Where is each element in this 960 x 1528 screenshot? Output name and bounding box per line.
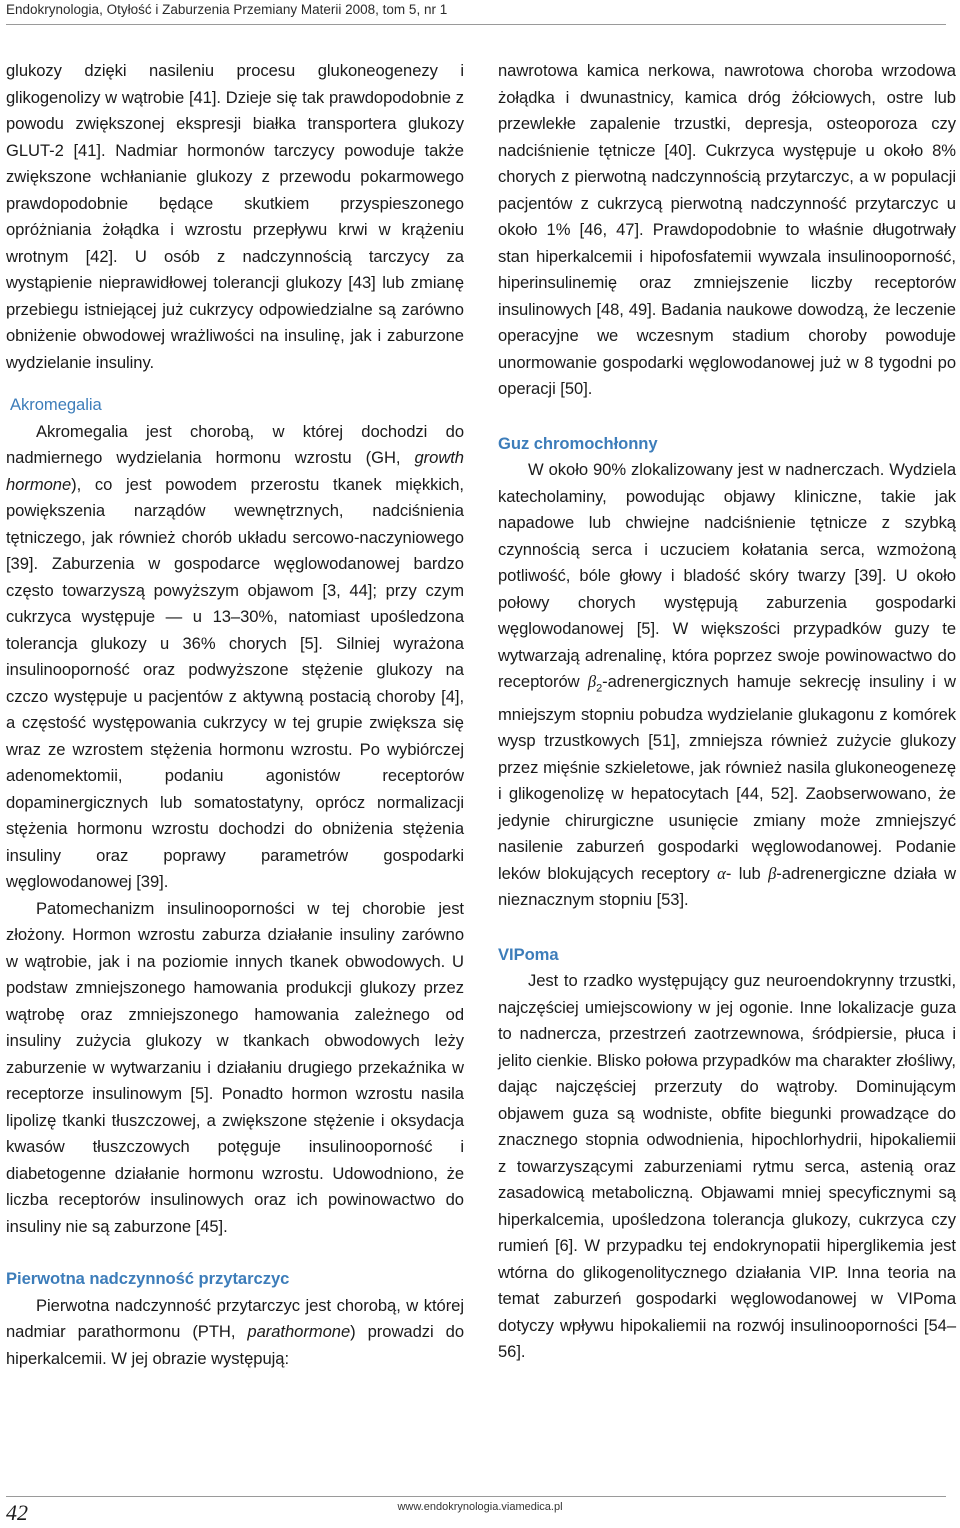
paragraph: Akromegalia jest chorobą, w której dochodzi do nadmiernego wydzielania hormonu wzrostu (GH, growth hormone), co jest powodem przerostu tkanek miękkich, powiększenia narządów wewnętrznych, nadciśnienia tętniczego, jak również chorób układu sercowo-naczyniowego [39]. Zaburzenia w gospodarce węglowodanowej bardzo często towarzyszą powyższym objawom [3, 44]; przy czym cukrzyca występuje — u 13–30%, natomiast upośledzona tolerancja glukozy u 36% chorych [5]. Silniej wyrażona insulinooporność oraz podwyższone stężenie glukozy na czczo występuje u pacjentów z aktywną postacią choroby [4], a częstość występowania cukrzycy w tej grupie zwiększa się wraz ze wzrostem stężenia hormonu wzrostu. Po wybiórczej adenomektomii, podaniu agonistów receptorów dopaminergicznych lub somatostatyny, oprócz normalizacji stężenia hormonu wzrostu dochodzi do obniżenia stężenia insuliny oraz poprawy parametrów gospodarki węglowodanowej [39].: [6, 421, 464, 891]
paragraph: W około 90% zlokalizowany jest w nadnerczach. Wydziela katecholaminy, powodując objawy kliniczne, takie jak napadowe lub chwiejne nadciśnienie tętnicze z szybką czynnością serca i uczuciem kołatania serca, wzmożoną potliwość, bóle głowy i bladość skóry twarzy [39]. U około połowy chorych występują zaburzenia gospodarki węglowodanowej [5]. W większości przypadków guzy te wytwarzają adrenalinę, która poprzez swoje powinowactwo do receptorów $\beta_2$-adrenergicznych hamuje sekrecję insuliny i w mniejszym stopniu pobudza wydzielanie glukagonu z komórek wysp trzustkowych [51], zmniejsza również zużycie glukozy przez mięśnie szkieletowe, jak również nasila glukoneogenezę i glikogenolizę w hepatocytach [44, 52]. Zaobserwowano, że jedynie chirurgiczne usunięcie zmiany może zmniejszyć nasilenie zaburzeń gospodarki węglowodanowej. Podanie leków blokujących receptory α- lub β-adrenergiczne działa w nieznacznym stopniu [53].: [498, 460, 956, 910]
paragraph: Pierwotna nadczynność przytarczyc jest chorobą, w której nadmiar parathormonu (PTH, parathormone) prowadzi do hiperkalcemii. W jej obrazie występują:: [6, 1295, 464, 1368]
journal-website: www.endokrynologia.viamedica.pl: [397, 1501, 563, 1513]
paragraph: nawrotowa kamica nerkowa, nawrotowa choroba wrzodowa żołądka i dwunastnicy, kamica dróg żółciowych, ostre lub przewlekłe zapalenie trzustki, depresja, osteoporoza czy nadciśnienie tętnicze [40]. Cukrzyca występuje u około 8% chorych z pierwotną nadczynnością przytarczyc, a w populacji pacjentów z cukrzycą pierwotną nadczynność przytarczyc u około 1% [46, 47]. Prawdopodobnie to właśnie długotrwały stan hiperkalcemii i hipofosfatemii wywzala insulinooporność, hiperinsulinemię oraz zmniejszenie liczby receptorów insulinowych [48, 49]. Badania naukowe dowodzą, że leczenie operacyjne we wczesnym stadium choroby powoduje unormowanie gospodarki węglowodanowej już w 8 tygodni po operacji [50].: [498, 61, 956, 398]
running-head: [6, 0, 946, 25]
section-heading-pierwotna-nadczynnosc: Pierwotna nadczynność przytarczyc: [6, 1269, 290, 1288]
footer-url: [0, 1499, 960, 1515]
section-heading-guz-chromochlonny: Guz chromochłonny: [498, 433, 658, 453]
right-column: [498, 58, 956, 1366]
left-column: [6, 58, 464, 1372]
paragraph: Patomechanizm insulinooporności w tej chorobie jest złożony. Hormon wzrostu zaburza działanie insuliny zarówno w wątrobie, jak i na poziomie innych tkanek obwodowych. U podstaw zmniejszonego hamowania produkcji glukozy przez wątrobę oraz zmniejszonego hamowania zależnego od insuliny zużycia glukozy w tkankach obwodowych leży zaburzenie w wytwarzaniu i działaniu drugiego przekaźnika w receptorze insulinowym [5]. Ponadto hormon wzrostu nasila lipolizę tkanki tłuszczowej, a zwiększone stężenie i oksydacja kwasów tłuszczowych potęguje insulinooporność i diabetogenne działanie hormonu wzrostu. Udowodniono, że liczba receptorów insulinowych oraz ich powinowactwo do insuliny nie są zaburzone [45].: [6, 898, 464, 1236]
section-heading-vipoma: VIPoma: [498, 944, 559, 964]
paragraph: Jest to rzadko występujący guz neuroendokrynny trzustki, najczęściej umiejscowiony w jej ogonie. Inne lokalizacje guza to nadnercza, przestrzeń zaotrzewnowa, śródpiersie, płuca i jelito cienkie. Blisko połowa przypadków ma charakter złośliwy, dając najczęściej przerzuty do wątroby. Dominującym objawem guza są wodniste, obfite biegunki prowadzące do znacznego stopnia odwodnienia, hipochlorhydrii, hipokaliemii z towarzyszącymi zaburzeniami rytmu serca, astenią oraz zasadowicą metaboliczną. Objawami mniej specyficznymi są hiperkalcemia, upośledzona tolerancja glukozy, cukrzyca czy rumień [6]. W przypadku tej endokrynopatii hiperglikemia jest wtórna do glikogenolitycznego działania VIP. Inna teoria na temat zaburzeń gospodarki węglowodanowej w VIPoma dotyczy wpływu hipokaliemii na rozwój insulinooporności [54–56].: [498, 971, 956, 1362]
footer-divider: [6, 1496, 946, 1497]
paragraph: glukozy dzięki nasileniu procesu glukoneogenezy i glikogenolizy w wątrobie [41]. Dzieje się tak prawdopodobnie z powodu zwiększonej ekspresji białka transportera glukozy GLUT-2 [41]. Nadmiar hormonów tarczycy powoduje także zwiększone wchłanianie glukozy z przewodu pokarmowego prawdopodobnie będące skutkiem przyspieszonego opróżniania żołądka i wzrostu przepływu krwi w krążeniu wrotnym [42]. U osób z nadczynnością tarczycy za wystąpienie nieprawidłowej tolerancji glukozy [43] lub zmianę przebiegu istniejącej już cukrzycy odpowiedzialne są zarówno obniżenie obwodowej wrażliwości na insulinę, jak i zaburzone wydzielanie insuliny.: [6, 61, 464, 372]
section-heading-akromegalia: Akromegalia: [10, 395, 102, 414]
journal-citation: Endokrynologia, Otyłość i Zaburzenia Przemiany Materii 2008, tom 5, nr 1: [6, 2, 448, 17]
page-number: 42: [6, 1500, 28, 1525]
